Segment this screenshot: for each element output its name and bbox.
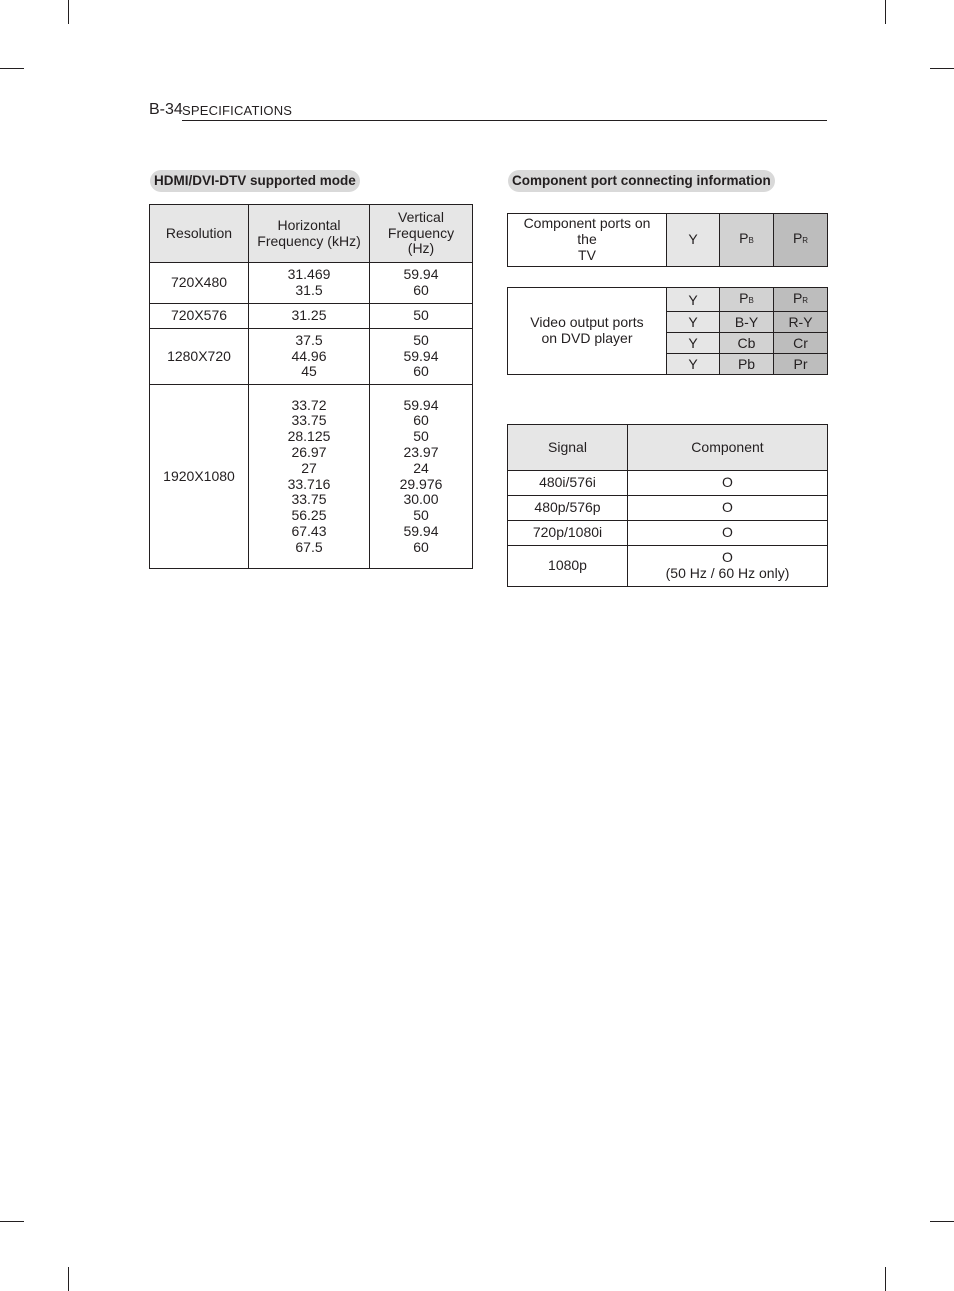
resolution-cell: 1920X1080 — [150, 385, 249, 569]
dvd-y-cell: Y — [667, 312, 720, 333]
dvd-ports-label: Video output ports on DVD player — [508, 288, 667, 375]
dvd-pb-cell: Cb — [720, 333, 774, 354]
crop-mark — [885, 0, 886, 24]
pr-port-cell — [774, 214, 828, 267]
table-row — [150, 329, 473, 385]
signal-component-table — [507, 424, 828, 587]
table-row — [508, 546, 828, 587]
crop-mark — [68, 0, 69, 24]
resolution-cell: 1280X720 — [150, 329, 249, 385]
hdmi-supported-mode-table — [149, 204, 473, 569]
dvd-y-cell: Y — [667, 354, 720, 375]
dvd-y-cell: Y — [667, 333, 720, 354]
dvd-pb-sub: B — [748, 296, 754, 305]
table-row — [508, 288, 828, 312]
vertical-frequency-cell: 50 59.94 60 — [370, 329, 473, 385]
horizontal-frequency-cell: 31.469 31.5 — [249, 263, 370, 304]
vertical-frequency-cell: 59.94 60 — [370, 263, 473, 304]
horizontal-frequency-cell: 31.25 — [249, 304, 370, 329]
dvd-output-ports-table — [507, 287, 828, 375]
horizontal-frequency-cell: 37.5 44.96 45 — [249, 329, 370, 385]
table-header-cell: Resolution — [150, 205, 249, 263]
crop-mark — [68, 1267, 69, 1291]
table-row — [150, 304, 473, 329]
vertical-frequency-cell: 59.94 60 50 23.97 24 29.976 30.00 50 59.94 60 — [370, 385, 473, 569]
crop-mark — [0, 1221, 24, 1222]
vertical-frequency-cell: 50 — [370, 304, 473, 329]
header-rule — [182, 120, 827, 121]
table-row — [508, 521, 828, 546]
dvd-pb-cell — [720, 288, 774, 312]
dvd-pb-main: P — [739, 290, 749, 306]
horizontal-frequency-cell: 33.72 33.75 28.125 26.97 27 33.716 33.75 56.25 67.43 67.5 — [249, 385, 370, 569]
component-section-title: Component port connecting information — [508, 170, 775, 192]
dvd-pr-sub: R — [802, 296, 809, 305]
resolution-cell: 720X576 — [150, 304, 249, 329]
crop-mark — [0, 68, 24, 69]
component-cell: O (50 Hz / 60 Hz only) — [628, 546, 828, 587]
y-port-cell: Y — [667, 214, 720, 267]
hdmi-section-title: HDMI/DVI-DTV supported mode — [150, 170, 360, 192]
dvd-pr-main: P — [792, 290, 803, 306]
crop-mark — [930, 1221, 954, 1222]
signal-cell: 480p/576p — [508, 496, 628, 521]
dvd-pr-cell: Pr — [774, 354, 828, 375]
table-row — [508, 471, 828, 496]
pb-main: P — [739, 230, 749, 247]
pr-sub: R — [802, 236, 809, 246]
table-row — [150, 385, 473, 569]
dvd-pb-cell: Pb — [720, 354, 774, 375]
signal-cell: 720p/1080i — [508, 521, 628, 546]
dvd-pr-cell: R-Y — [774, 312, 828, 333]
component-cell: O — [628, 521, 828, 546]
component-cell: O — [628, 496, 828, 521]
dvd-pb-cell: B-Y — [720, 312, 774, 333]
pr-main: P — [792, 230, 803, 247]
crop-mark — [885, 1267, 886, 1291]
table-header-cell: Signal — [508, 425, 628, 471]
page-header — [149, 100, 827, 122]
dvd-pr-cell: Cr — [774, 333, 828, 354]
table-header-cell: Component — [628, 425, 828, 471]
signal-cell: 480i/576i — [508, 471, 628, 496]
signal-cell: 1080p — [508, 546, 628, 587]
dvd-pr-cell — [774, 288, 828, 312]
table-row — [508, 496, 828, 521]
table-header-cell: Vertical Frequency (Hz) — [370, 205, 473, 263]
table-row — [150, 263, 473, 304]
section-title: SPECIFICATIONS — [182, 103, 293, 118]
crop-mark — [930, 68, 954, 69]
pb-sub: B — [748, 236, 754, 246]
resolution-cell: 720X480 — [150, 263, 249, 304]
pb-port-cell — [720, 214, 774, 267]
dvd-y-cell: Y — [667, 288, 720, 312]
table-header-cell: Horizontal Frequency (kHz) — [249, 205, 370, 263]
component-cell: O — [628, 471, 828, 496]
tv-component-ports-table — [507, 213, 828, 267]
tv-ports-label: Component ports on the TV — [508, 214, 667, 267]
page-number: B-34 — [149, 101, 183, 118]
